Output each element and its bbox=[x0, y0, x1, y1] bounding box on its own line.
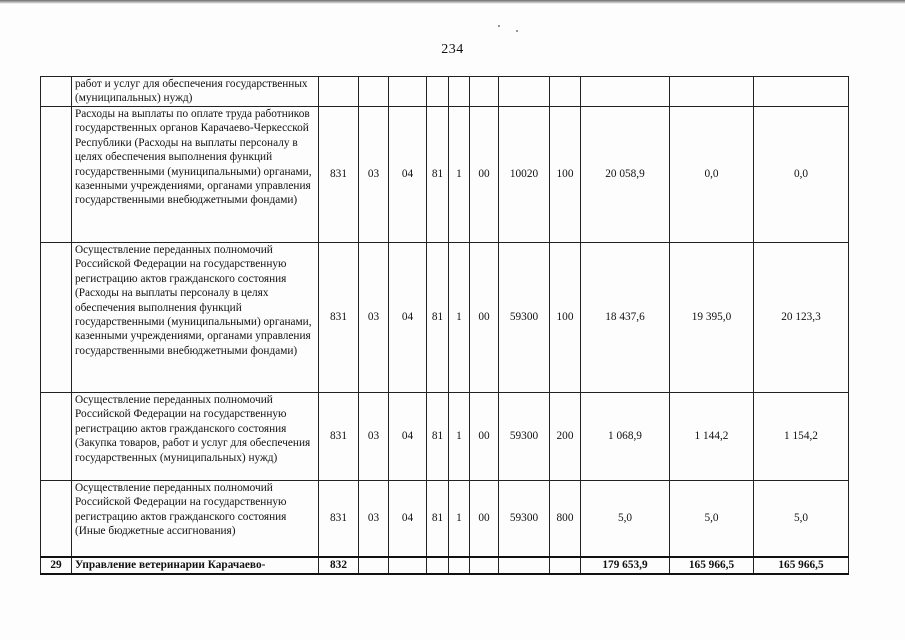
page-number: 234 bbox=[441, 42, 464, 57]
sum-year-1: 20 058,9 bbox=[581, 107, 670, 243]
expense-type-code: 100 bbox=[550, 243, 581, 393]
subsection-code: 04 bbox=[389, 481, 427, 557]
row-description: Расходы на выплаты по оплате труда работников государственных органов Карачаево-Черкесской Республики (Расходы на выплаты персоналу в целях обеспечения выполнения функций государственными (муниципальными) органами, казенными учреждениями, органами управления государственными внебюджетными фондами) bbox=[72, 107, 319, 243]
subprogram-code: 1 bbox=[449, 243, 470, 393]
row-description: Осуществление переданных полномочий Российской Федерации на государственную регистрацию актов гражданского состояния (Иные бюджетные ассигнования) bbox=[72, 481, 319, 557]
sum-year-1: 1 068,9 bbox=[581, 393, 670, 481]
row-index bbox=[41, 107, 72, 243]
sum-year-3: 20 123,3 bbox=[754, 243, 849, 393]
table-row bbox=[41, 243, 849, 393]
sum-year-3: 0,0 bbox=[754, 107, 849, 243]
sum-year-2: 5,0 bbox=[670, 481, 754, 557]
sum-year-1: 5,0 bbox=[581, 481, 670, 557]
row-description: Осуществление переданных полномочий Российской Федерации на государственную регистрацию актов гражданского состояния (Закупка товаров, работ и услуг для обеспечения государственных (муниципальных) нужд) bbox=[72, 393, 319, 481]
sum-year-2: 1 144,2 bbox=[670, 393, 754, 481]
subprogram-code bbox=[449, 77, 470, 107]
scan-speck bbox=[498, 25, 500, 27]
ministry-code: 831 bbox=[319, 481, 359, 557]
scan-top-edge bbox=[0, 0, 905, 4]
ministry-code: 831 bbox=[319, 107, 359, 243]
direction-code: 59300 bbox=[499, 243, 550, 393]
table-row bbox=[41, 393, 849, 481]
row-description: Управление ветеринарии Карачаево- bbox=[72, 557, 319, 574]
sum-year-1: 18 437,6 bbox=[581, 243, 670, 393]
main-event-code bbox=[470, 77, 499, 107]
table-row bbox=[41, 107, 849, 243]
table-row bbox=[41, 77, 849, 107]
sum-year-3: 5,0 bbox=[754, 481, 849, 557]
row-index bbox=[41, 77, 72, 107]
row-index bbox=[41, 243, 72, 393]
ministry-code: 831 bbox=[319, 393, 359, 481]
main-event-code: 00 bbox=[470, 481, 499, 557]
sum-year-2: 165 966,5 bbox=[670, 557, 754, 574]
expense-type-code: 200 bbox=[550, 393, 581, 481]
section-code: 03 bbox=[359, 243, 389, 393]
sum-year-2 bbox=[670, 77, 754, 107]
expense-type-code: 800 bbox=[550, 481, 581, 557]
sum-year-3: 165 966,5 bbox=[754, 557, 849, 574]
program-code: 81 bbox=[427, 481, 449, 557]
program-code: 81 bbox=[427, 243, 449, 393]
program-code: 81 bbox=[427, 393, 449, 481]
subprogram-code: 1 bbox=[449, 393, 470, 481]
section-code bbox=[359, 77, 389, 107]
section-code: 03 bbox=[359, 481, 389, 557]
direction-code: 10020 bbox=[499, 107, 550, 243]
expense-type-code bbox=[550, 77, 581, 107]
program-code bbox=[427, 77, 449, 107]
sum-year-1: 179 653,9 bbox=[581, 557, 670, 574]
ministry-code bbox=[319, 77, 359, 107]
subprogram-code: 1 bbox=[449, 481, 470, 557]
section-code: 03 bbox=[359, 393, 389, 481]
subsection-code: 04 bbox=[389, 243, 427, 393]
sum-year-1 bbox=[581, 77, 670, 107]
sum-year-2: 0,0 bbox=[670, 107, 754, 243]
subprogram-code: 1 bbox=[449, 107, 470, 243]
direction-code bbox=[499, 77, 550, 107]
sum-year-3: 1 154,2 bbox=[754, 393, 849, 481]
table-row bbox=[41, 557, 849, 574]
direction-code: 59300 bbox=[499, 393, 550, 481]
sum-year-3 bbox=[754, 77, 849, 107]
ministry-code: 832 bbox=[319, 557, 359, 574]
section-code: 03 bbox=[359, 107, 389, 243]
row-index bbox=[41, 393, 72, 481]
table-body bbox=[41, 77, 849, 574]
subsection-code bbox=[389, 557, 427, 574]
main-event-code: 00 bbox=[470, 393, 499, 481]
sum-year-2: 19 395,0 bbox=[670, 243, 754, 393]
main-event-code: 00 bbox=[470, 243, 499, 393]
main-event-code bbox=[470, 557, 499, 574]
ministry-code: 831 bbox=[319, 243, 359, 393]
subsection-code bbox=[389, 77, 427, 107]
scan-speck bbox=[516, 30, 518, 32]
row-description: Осуществление переданных полномочий Российской Федерации на государственную регистрацию актов гражданского состояния (Расходы на выплаты персоналу в целях обеспечения выполнения функций государственными (муниципальными) органами, казенными учреждениями, органами управления государственными внебюджетными фондами) bbox=[72, 243, 319, 393]
subprogram-code bbox=[449, 557, 470, 574]
direction-code bbox=[499, 557, 550, 574]
row-description: работ и услуг для обеспечения государственных (муниципальных) нужд) bbox=[72, 77, 319, 107]
subsection-code: 04 bbox=[389, 107, 427, 243]
section-code bbox=[359, 557, 389, 574]
program-code: 81 bbox=[427, 107, 449, 243]
expense-type-code: 100 bbox=[550, 107, 581, 243]
direction-code: 59300 bbox=[499, 481, 550, 557]
row-index: 29 bbox=[41, 557, 72, 574]
program-code bbox=[427, 557, 449, 574]
expense-type-code bbox=[550, 557, 581, 574]
main-event-code: 00 bbox=[470, 107, 499, 243]
row-index bbox=[41, 481, 72, 557]
table-row bbox=[41, 481, 849, 557]
subsection-code: 04 bbox=[389, 393, 427, 481]
budget-table bbox=[40, 76, 849, 575]
